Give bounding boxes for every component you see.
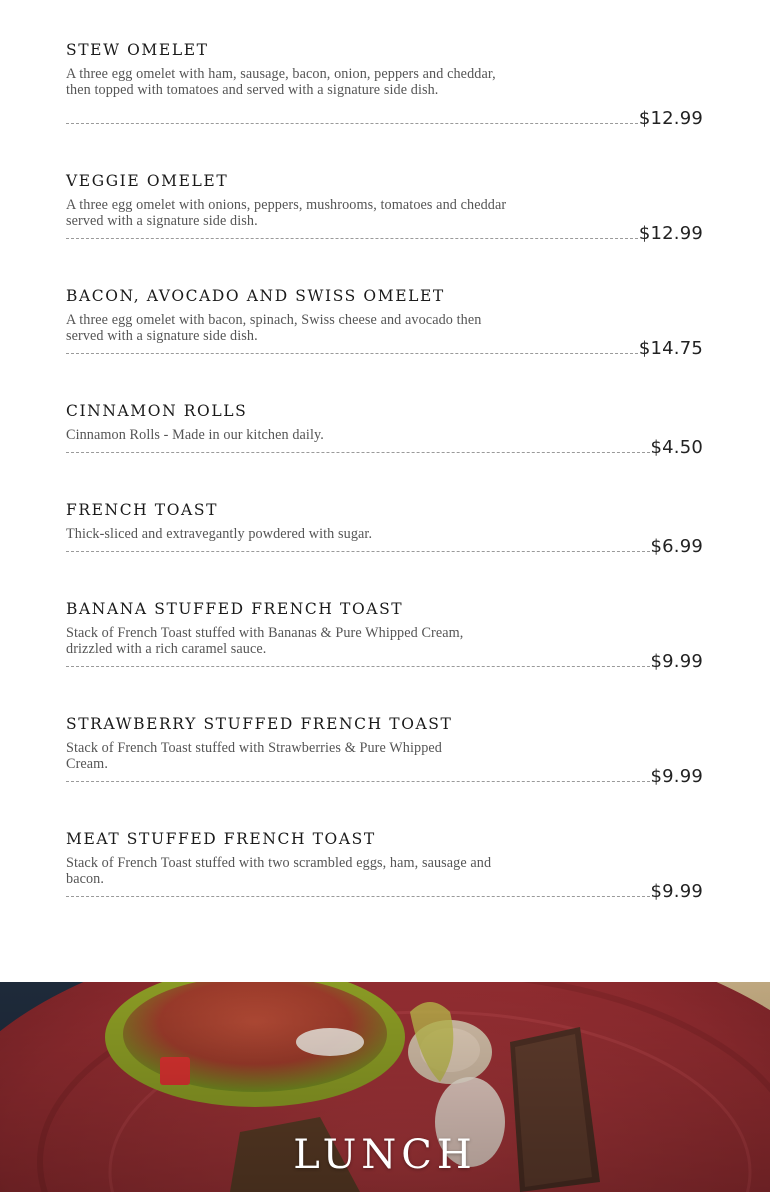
menu-item bbox=[66, 41, 703, 129]
menu-item bbox=[66, 402, 703, 458]
dotted-leader bbox=[66, 551, 650, 552]
menu-item bbox=[66, 287, 703, 359]
dotted-leader bbox=[66, 781, 650, 782]
menu-item-name: VEGGIE OMELET bbox=[66, 172, 229, 190]
menu-item-name: FRENCH TOAST bbox=[66, 501, 219, 519]
menu-item-description: Stack of French Toast stuffed with two scrambled eggs, ham, sausage and bacon. bbox=[66, 855, 492, 887]
menu-item-row bbox=[66, 625, 703, 657]
menu-item-price: $14.75 bbox=[638, 338, 703, 359]
menu-item-name: MEAT STUFFED FRENCH TOAST bbox=[66, 830, 376, 848]
dotted-leader bbox=[66, 238, 638, 239]
menu-item-row bbox=[66, 855, 703, 887]
menu-item-row bbox=[66, 312, 703, 344]
menu-item bbox=[66, 172, 703, 244]
menu-item-name: BANANA STUFFED FRENCH TOAST bbox=[66, 600, 404, 618]
menu-item-price: $4.50 bbox=[650, 437, 703, 458]
menu-item-description: A three egg omelet with bacon, spinach, Swiss cheese and avocado then served with a signature side dish. bbox=[66, 312, 482, 344]
menu-item-name: STEW OMELET bbox=[66, 41, 209, 59]
menu-item-name: BACON, AVOCADO AND SWISS OMELET bbox=[66, 287, 445, 305]
menu-item-name: STRAWBERRY STUFFED FRENCH TOAST bbox=[66, 715, 453, 733]
menu-item-row bbox=[66, 526, 703, 542]
menu-item bbox=[66, 600, 703, 672]
dotted-leader bbox=[66, 123, 638, 124]
menu-item bbox=[66, 830, 703, 902]
menu-item bbox=[66, 501, 703, 557]
dotted-leader bbox=[66, 896, 650, 897]
menu-item-name: CINNAMON ROLLS bbox=[66, 402, 248, 420]
menu-item-price: $9.99 bbox=[650, 766, 703, 787]
menu-item-description: Stack of French Toast stuffed with Strawberries & Pure Whipped Cream. bbox=[66, 740, 442, 772]
dotted-leader bbox=[66, 353, 638, 354]
menu-item-description: A three egg omelet with ham, sausage, bacon, onion, peppers and cheddar, then topped with tomatoes and served with a signature side dish. bbox=[66, 66, 496, 98]
menu-item-row bbox=[66, 197, 703, 229]
menu-item-price: $12.99 bbox=[638, 223, 703, 244]
menu-item-description: Thick-sliced and extravegantly powdered with sugar. bbox=[66, 526, 373, 542]
menu-item-description: Cinnamon Rolls - Made in our kitchen daily. bbox=[66, 427, 324, 443]
menu-item-row bbox=[66, 427, 703, 443]
menu-item-row bbox=[66, 66, 703, 98]
dotted-leader bbox=[66, 452, 650, 453]
dotted-leader bbox=[66, 666, 650, 667]
lunch-banner bbox=[0, 982, 770, 1192]
menu-item-description: Stack of French Toast stuffed with Bananas & Pure Whipped Cream, drizzled with a rich caramel sauce. bbox=[66, 625, 464, 657]
section-title-lunch: LUNCH bbox=[293, 1132, 477, 1178]
menu-item-row bbox=[66, 740, 703, 772]
menu-item-price: $6.99 bbox=[650, 536, 703, 557]
menu-item-description: A three egg omelet with onions, peppers, mushrooms, tomatoes and cheddar served with a signature side dish. bbox=[66, 197, 507, 229]
menu-item-price: $9.99 bbox=[650, 651, 703, 672]
menu-item bbox=[66, 715, 703, 787]
menu-item-price: $9.99 bbox=[650, 881, 703, 902]
menu-item-price: $12.99 bbox=[638, 108, 703, 129]
